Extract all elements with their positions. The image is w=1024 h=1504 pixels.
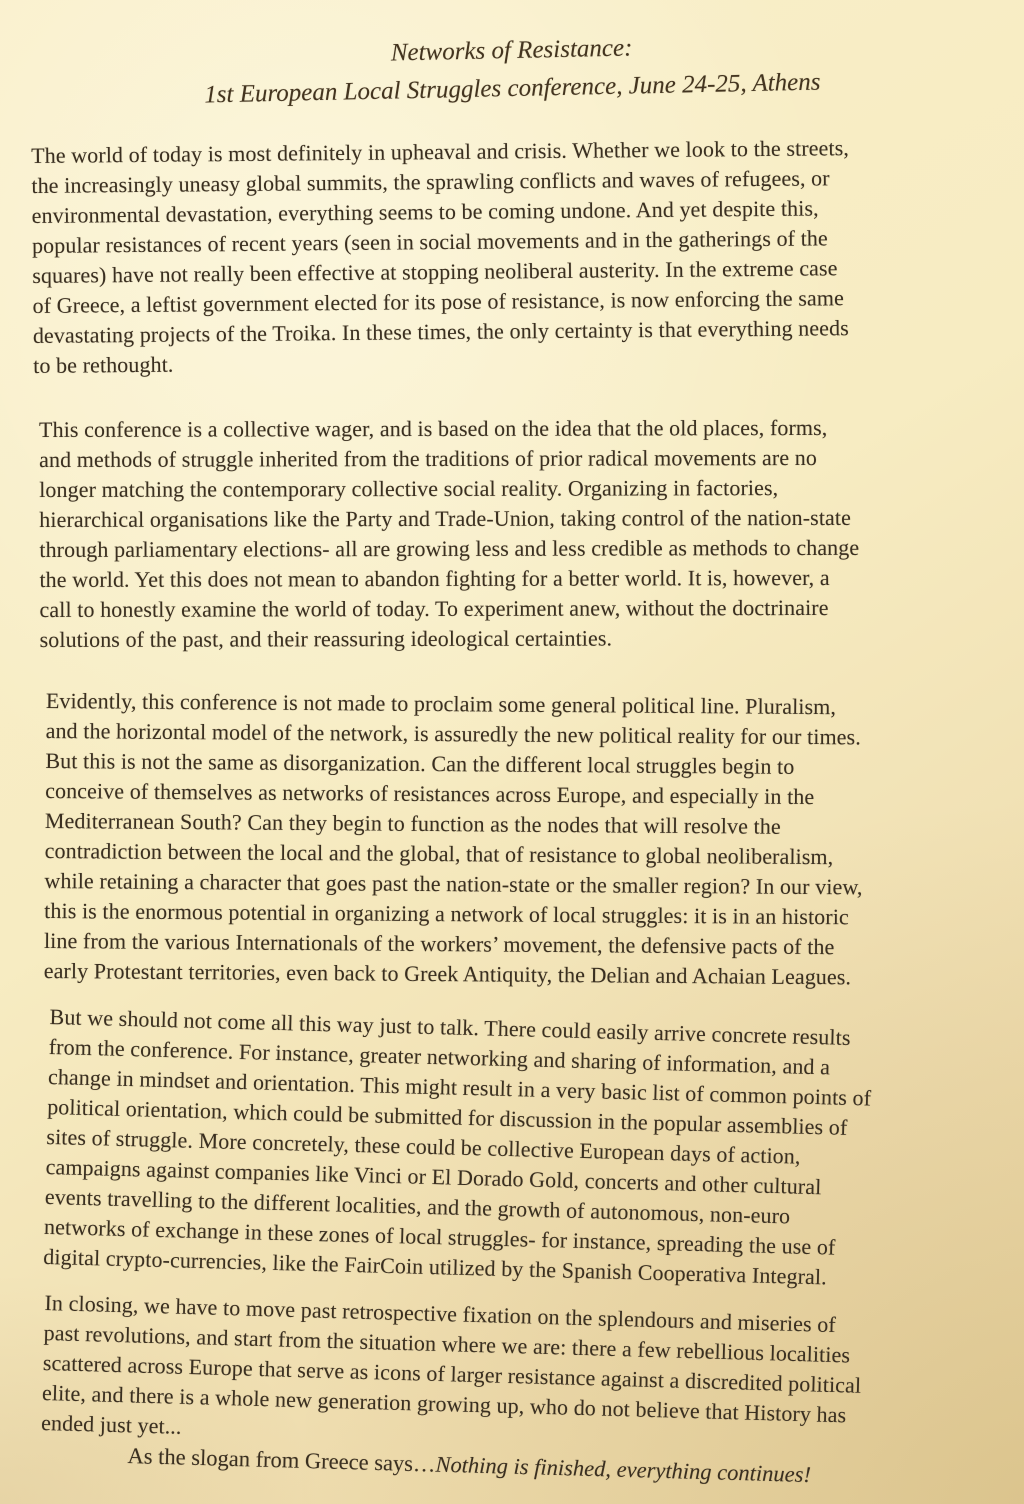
closing-prefix: As the slogan from Greece says… — [127, 1442, 436, 1477]
title-line-2: 1st European Local Struggles conference, June 24-25, Athens — [204, 68, 821, 109]
paragraph-concrete-results: But we should not come all this way just to talk. There could easily arrive concrete results from the conference. For instance, greater networking and sharing of information, and a change in mindset and orientation. This might result in a very basic list of common points of political orientation, which could be submitted for discussion in the popular assemblies of sites of struggle. More concretely, these could be collective European days of action, campaigns against companies like Vinci or El Dorado Gold, concerts and other cultural events travelling to the different localities, and the growth of autonomous, non-euro networks of exchange in these zones of local struggles- for instance, spreading the use of digital crypto-currencies, like the FairCoin utilized by the Spanish Cooperativa Integral. — [43, 1003, 872, 1290]
paragraph-collective-wager: This conference is a collective wager, and is based on the idea that the old places, forms, and methods of struggle inherited from the traditions of prior radical movements are no longer matching the contemporary collective social reality. Organizing in factories, hierarchical organisations like the Party and Trade-Union, taking control of the nation-state through parliamentary elections- all are growing less and less credible as methods to change the world. Yet this does not mean to abandon fighting for a better world. It is, however, a call to honestly examine the world of today. To experiment anew, without the doctrinaire solutions of the past, and their reassuring ideological certainties. — [39, 414, 860, 652]
paragraph-world-in-crisis: The world of today is most definitely in upheaval and crisis. Whether we look to the streets, the increasingly uneasy global summits, the sprawling conflicts and waves of refugees, or environmental devastation, everything seems to be coming undone. And yet despite this, popular resistances of recent years (seen in social movements and in the gatherings of the squares) have not really been effective at stopping neoliberal austerity. In the extreme case of Greece, a leftist government elected for its pose of resistance, is now enforcing the same devastating projects of the Troika. In these times, the only certainty is that everything needs to be rethought. — [31, 135, 850, 378]
paragraph-pluralism-network: Evidently, this conference is not made to proclaim some general political line. Pluralism, and the horizontal model of the network, is assuredly the new political reality for our times. But this is not the same as disorganization. Can the different local struggles begin to conceive of themselves as networks of resistances across Europe, and especially in the Mediterranean South? Can they begin to function as the nodes that will resolve the contradiction between the local and the global, that of resistance to global neoliberalism, while retaining a character that goes past the nation-state or the smaller region? In our view, this is the enormous potential in organizing a network of local struggles: it is in an historic line from the various Internationals of the workers’ movement, the defensive pacts of the early Protestant territories, even back to Greek Antiquity, the Delian and Achaian Leagues. — [43, 687, 863, 990]
title-line-1: Networks of Resistance: — [390, 34, 633, 67]
document-title — [0, 21, 1024, 118]
paragraph-in-closing: In closing, we have to move past retrospective fixation on the splendours and miseries of past revolutions, and start from the situation where we are: there a few rebellious localities scattered across Europe that serve as icons of larger resistance against a discredited political elite, and there is a whole new generation growing up, who do not believe that History has ended just yet... — [40, 1289, 862, 1439]
closing-slogan: Nothing is finished, everything continues! — [435, 1451, 812, 1488]
